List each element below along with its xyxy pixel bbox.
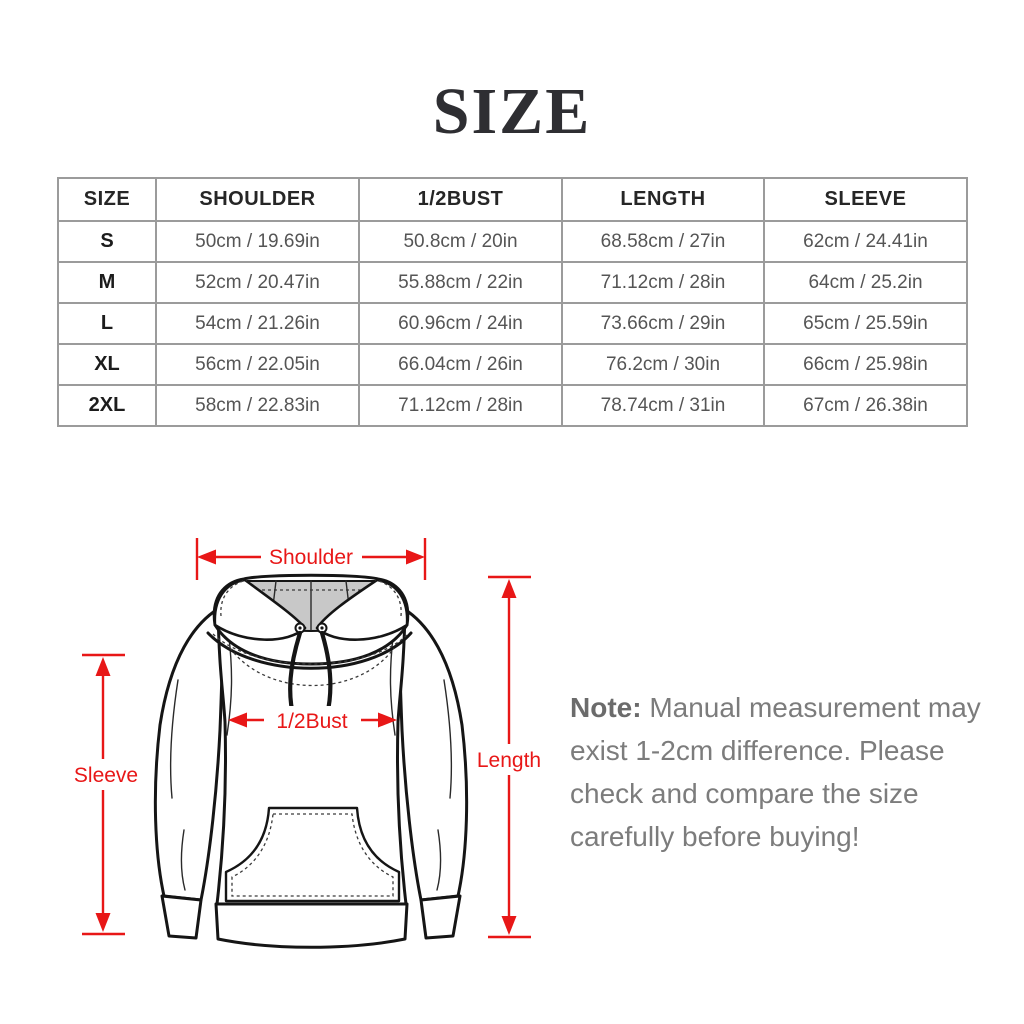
hoodie-drawing: [155, 575, 466, 947]
sleeve-label: Sleeve: [73, 764, 139, 787]
note-line: check and compare the size: [570, 778, 919, 809]
header-bust: 1/2BUST: [359, 178, 562, 221]
table-header-row: [58, 178, 967, 221]
table-row-2xl: [58, 385, 967, 426]
header-size: SIZE: [58, 178, 156, 221]
header-length: LENGTH: [562, 178, 764, 221]
eyelet-hole: [320, 626, 323, 629]
left-sleeve: [155, 606, 223, 900]
table-cell: 56cm / 22.05in: [156, 344, 359, 385]
table-cell: 54cm / 21.26in: [156, 303, 359, 344]
table-cell: 50.8cm / 20in: [359, 221, 562, 262]
table-cell: 73.66cm / 29in: [562, 303, 764, 344]
table-cell: 78.74cm / 31in: [562, 385, 764, 426]
shoulder-label: Shoulder: [268, 546, 354, 569]
table-cell: 68.58cm / 27in: [562, 221, 764, 262]
table-cell: 52cm / 20.47in: [156, 262, 359, 303]
note-text: Manual measurement may: [641, 692, 981, 723]
table-cell: 67cm / 26.38in: [764, 385, 967, 426]
table-cell: 76.2cm / 30in: [562, 344, 764, 385]
table-cell: 65cm / 25.59in: [764, 303, 967, 344]
hem-band: [216, 904, 407, 947]
right-sleeve: [399, 606, 467, 900]
table-cell: 66.04cm / 26in: [359, 344, 562, 385]
table-cell: L: [58, 303, 156, 344]
bust-label: 1/2Bust: [276, 710, 348, 733]
hoodie-svg: [60, 530, 540, 1010]
table-cell: 55.88cm / 22in: [359, 262, 562, 303]
note-label: Note:: [570, 692, 642, 723]
table-cell: XL: [58, 344, 156, 385]
table-cell: S: [58, 221, 156, 262]
table-cell: 66cm / 25.98in: [764, 344, 967, 385]
sleeve-arrow: [75, 655, 137, 934]
table-cell: 60.96cm / 24in: [359, 303, 562, 344]
note-line: exist 1-2cm difference. Please: [570, 735, 945, 766]
note-line: [570, 686, 982, 729]
table-cell: M: [58, 262, 156, 303]
table-row-xl: [58, 344, 967, 385]
note-line: carefully before buying!: [570, 821, 860, 852]
table-cell: 71.12cm / 28in: [359, 385, 562, 426]
table-row-s: [58, 221, 967, 262]
table-row-l: [58, 303, 967, 344]
left-cuff: [162, 896, 201, 938]
table-cell: 71.12cm / 28in: [562, 262, 764, 303]
table-cell: 62cm / 24.41in: [764, 221, 967, 262]
page-title: SIZE: [432, 75, 592, 148]
header-sleeve: SLEEVE: [764, 178, 967, 221]
header-shoulder: SHOULDER: [156, 178, 359, 221]
table-cell: 50cm / 19.69in: [156, 221, 359, 262]
table-cell: 2XL: [58, 385, 156, 426]
note: [570, 686, 982, 858]
hoodie-measurement-diagram: [60, 530, 540, 1010]
table-cell: 64cm / 25.2in: [764, 262, 967, 303]
right-cuff: [421, 896, 460, 938]
length-label: Length: [476, 749, 540, 772]
table-row-m: [58, 262, 967, 303]
size-table: [57, 177, 968, 427]
table-cell: 58cm / 22.83in: [156, 385, 359, 426]
eyelet-hole: [298, 626, 301, 629]
